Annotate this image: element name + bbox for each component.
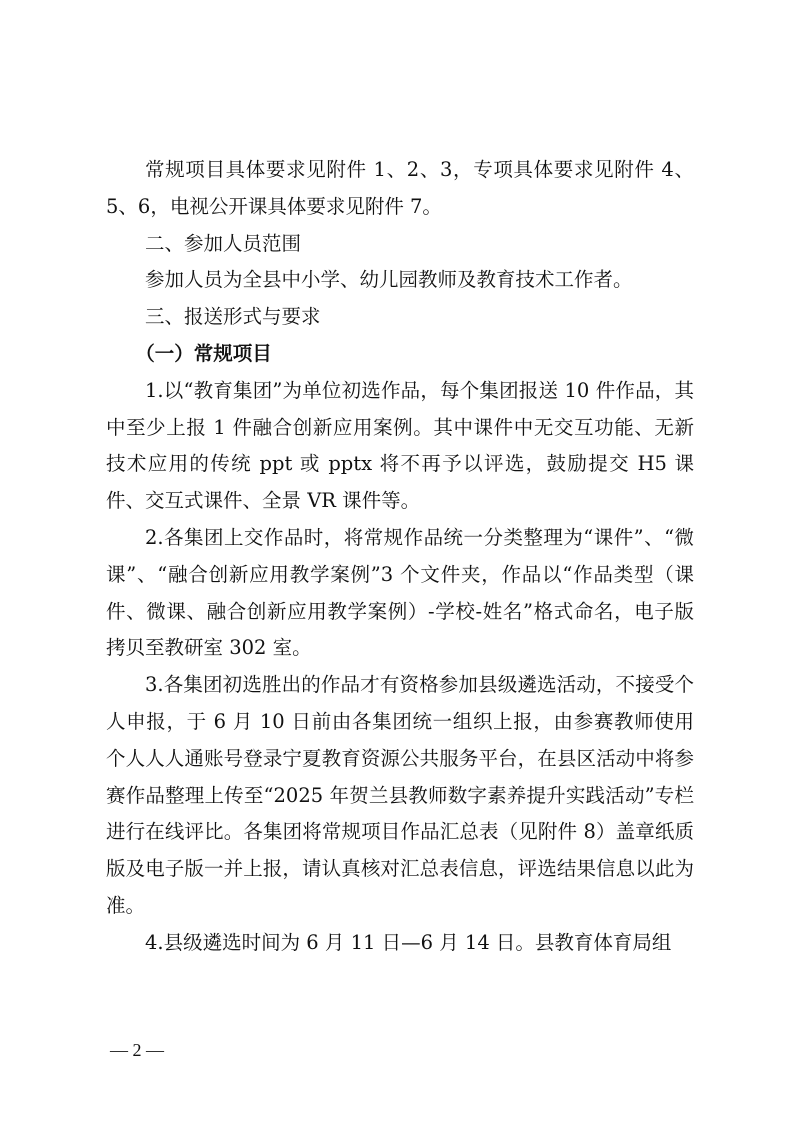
section-heading-submission: 三、报送形式与要求 [145, 305, 321, 329]
paragraph-item-2: 2.各集团上交作品时，将常规作品统一分类整理为“课件”、“微课”、“融合创新应用教学案例”3 个文件夹，作品以“作品类型（课件、微课、融合创新应用教学案例）-学校-姓名”格式命名，电子版拷贝至教研室 302 室。 [106, 525, 694, 660]
document-body [106, 152, 694, 962]
paragraph-item-3: 3.各集团初选胜出的作品才有资格参加县级遴选活动，不接受个人申报，于 6 月 10 日前由各集团统一组织上报，由参赛教师使用个人人人通账号登录宁夏教育资源公共服务平台，在县区活动中将参赛作品整理上传至“2025 年贺兰县教师数字素养提升实践活动”专栏进行在线评比。各集团将常规项目作品汇总表（见附件 8）盖章纸质版及电子版一并上报，请认真核对汇总表信息，评选结果信息以此为准。 [106, 673, 694, 917]
paragraph-item-4: 4.县级遴选时间为 6 月 11 日—6 月 14 日。县教育体育局组 [145, 930, 672, 954]
page-number: — 2 — [110, 1040, 164, 1060]
paragraph-participants: 参加人员为全县中小学、幼儿园教师及教育技术工作者。 [145, 268, 633, 292]
subsection-heading-regular-items: （一）常规项目 [135, 341, 272, 365]
paragraph-attachments: 常规项目具体要求见附件 1、2、3，专项具体要求见附件 4、5、6，电视公开课具体要求见附件 7。 [106, 158, 694, 218]
paragraph-item-1: 1.以“教育集团”为单位初选作品，每个集团报送 10 件作品，其中至少上报 1 件融合创新应用案例。其中课件中无交互功能、无新技术应用的传统 ppt 或 pptx 将不再予以评选，鼓励提交 H5 课件、交互式课件、全景 VR 课件等。 [106, 378, 694, 513]
section-heading-participants: 二、参加人员范围 [145, 231, 302, 255]
